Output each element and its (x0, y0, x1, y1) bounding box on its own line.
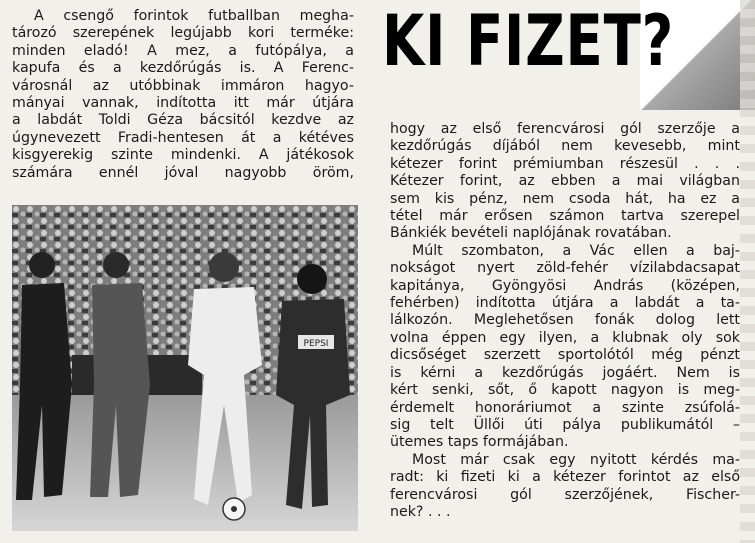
text-line: számára ennél jóval nagyobb öröm, (12, 164, 354, 181)
text-line: dicsőséget szerzett sportolótól még pénzt (390, 347, 740, 364)
text-line: Bánkiék bevételi naplójának rovatában. (390, 225, 672, 242)
football (223, 498, 245, 520)
text-line: tározó szerepének legújabb kori terméke: (12, 25, 354, 42)
official-left (90, 252, 150, 497)
text-line: kapufa és a kezdőrúgás is. A Ferenc- (12, 60, 354, 77)
text-line: lálkozón. Meglehetősen fonák dolog lett (390, 312, 740, 329)
text-line: radt: ki fizeti ki a kétezer forintot az első (390, 469, 740, 486)
headline: KI FIZET? (382, 0, 675, 82)
text-line: minden eladó! A mez, a futópálya, a (12, 42, 354, 59)
text-line: tétel már erősen számon tartva szerepel (390, 208, 740, 225)
kickoff-photo (12, 205, 358, 531)
text-line: is kérni a kezdőrúgás jogáért. Nem is (390, 364, 740, 381)
text-line: hogy az első ferencvárosi gól szerzője a (390, 121, 740, 137)
text-line: nek? . . . (390, 503, 451, 520)
text-line: ütemes taps formájában. (390, 434, 569, 451)
text-line: Múlt szombaton, a Vác ellen a baj- (412, 242, 740, 259)
text-line: városnál az utóbbinak immáron hagyo- (12, 77, 354, 94)
player-left (16, 252, 72, 500)
text-line: kisgyerekig szinte mindenki. A játékosok (12, 147, 354, 164)
text-line: Kétezer forint, az ebben a mai világban (390, 173, 740, 190)
text-line: fehérben) indította útjára a labdát a ta- (390, 295, 740, 312)
text-line: a labdát Toldi Géza bácsitól kezdve az (12, 112, 354, 129)
text-line: úgynevezett Fradi-hentesen át a kétéves (12, 129, 354, 146)
text-line: kapitánya, Gyöngyösi András (középen, (390, 277, 740, 294)
paragraph-3 (390, 452, 740, 522)
next-page-bleed (740, 0, 755, 543)
text-line: sem kis pénz, nem csoda hát, ha ez a (390, 190, 740, 207)
text-line: Most már csak egy nyitott kérdés ma- (412, 451, 740, 468)
text-line: sig telt Üllői úti pálya publikumától – (390, 416, 740, 433)
paragraph-2 (390, 243, 740, 452)
paragraph-1 (390, 121, 740, 243)
right-column (390, 121, 740, 521)
text-line: ferencvárosi gól szerzőjének, Fischer- (390, 486, 740, 503)
text-line: nokságot nyert zöld-fehér vízilabdacsapat (390, 260, 740, 277)
text-line: kezdőrúgás díjából nem kevesebb, mint (390, 138, 740, 155)
shirt-sponsor-text: PEPSI (303, 339, 329, 349)
text-line: érdemelt honoráriumot a szinte zsúfolá- (390, 399, 740, 416)
text-line: kétezer forint prémiumban részesül . . . (390, 155, 740, 172)
text-line: volna éppen egy ilyen, a klubnak oly sok (390, 329, 740, 346)
text-line: mányai vannak, indította itt már útjára (12, 95, 354, 112)
text-line: A csengő forintok futballban megha- (34, 8, 354, 24)
text-line: kért senki, sőt, ő kapott nagyon is meg- (390, 382, 740, 399)
left-column (12, 8, 354, 182)
